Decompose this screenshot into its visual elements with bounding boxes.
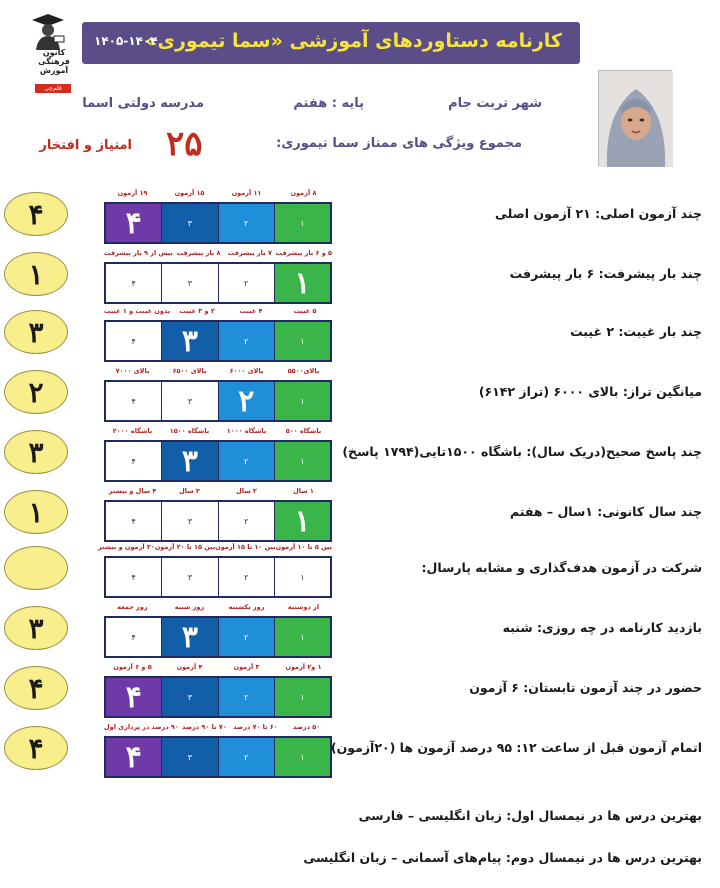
semester1-best: بهترین درس ها در نیمسال اول: زبان انگلیسی – فارسی <box>358 808 702 823</box>
row-score-circle <box>4 546 68 590</box>
level-cell: ۱ <box>274 678 330 716</box>
row-score-value: ۴ <box>28 732 44 765</box>
level-label: بالای۵۵۰۰ <box>287 367 320 375</box>
kanoon-logo <box>22 8 74 94</box>
level-label: ۲ و ۳ غیبت <box>179 307 215 315</box>
level-label: باشگاه ۱۵۰۰ <box>169 427 210 435</box>
level-label: ۵ غیبت <box>293 307 317 315</box>
row-score-circle <box>4 430 68 474</box>
level-cell: ۲ <box>218 738 274 776</box>
page-title: کارنامه دستاوردهای آموزشی «سما تیموری» <box>145 30 562 52</box>
level-label: ۹۰ درصد در پرداری اول <box>104 723 179 731</box>
level-cell: ۱ <box>274 558 330 596</box>
row-question: چند پاسخ صحیح(دریک سال): باشگاه ۱۵۰۰تایی(۱۷۹۴ پاسخ) <box>342 444 702 459</box>
level-label: بالای ۶۰۰۰ <box>229 367 264 375</box>
row-question: شرکت در آزمون هدف‌گذاری و مشابه پارسال: <box>421 560 702 575</box>
achievement-row <box>0 424 720 482</box>
level-labels <box>104 427 332 439</box>
level-labels <box>104 249 332 261</box>
level-label: باشگاه ۵۰۰ <box>285 427 322 435</box>
student-city: شهر تربت جام <box>448 96 542 111</box>
level-label: ۸ بار پیشرفت <box>176 249 221 257</box>
features-label: مجموع ویژگی های ممتاز سما تیموری: <box>276 136 522 151</box>
level-labels <box>104 603 332 615</box>
level-cell: ۴ <box>106 264 161 302</box>
level-label: بدون غیبت و ۱ غیبت <box>103 307 171 315</box>
level-label: ۵۰ درصد <box>292 723 321 731</box>
student-grade: پایه : هفتم <box>293 96 364 111</box>
level-grid <box>104 500 332 542</box>
level-labels <box>104 663 332 675</box>
level-cell: ۲ <box>218 502 274 540</box>
level-cell: ۳ <box>161 558 217 596</box>
row-score-circle <box>4 666 68 710</box>
student-school: مدرسه دولتی اسما <box>82 96 204 111</box>
level-grid <box>104 262 332 304</box>
level-label: ۱۹ آزمون <box>117 189 148 197</box>
student-photo <box>598 70 672 166</box>
logo-badge: قلم‌چی <box>35 84 71 93</box>
level-label: ۸ آزمون <box>290 189 317 197</box>
level-label: ۱ و۲ آزمون <box>285 663 322 671</box>
level-cell: ۲ <box>218 558 274 596</box>
level-cell: ۱ <box>274 502 330 540</box>
level-label: ۴ سال و بیشتر <box>108 487 157 495</box>
level-label: ۳ آزمون <box>233 663 260 671</box>
level-grid <box>104 736 332 778</box>
row-score-value: ۳ <box>28 612 44 645</box>
row-question: چند آزمون اصلی: ۲۱ آزمون اصلی <box>494 206 702 221</box>
level-cell: ۲ <box>218 382 274 420</box>
row-score-value: ۴ <box>28 198 44 231</box>
row-score-circle <box>4 490 68 534</box>
level-labels <box>104 307 332 319</box>
level-cell: ۳ <box>161 678 217 716</box>
level-cell: ۳ <box>161 322 217 360</box>
level-cell: ۲ <box>218 618 274 656</box>
level-cell: ۳ <box>161 382 217 420</box>
level-cell: ۳ <box>161 738 217 776</box>
level-cell: ۱ <box>274 382 330 420</box>
level-label: روز شنبه <box>174 603 205 611</box>
score-label: امتیاز و افتخار <box>39 138 132 153</box>
row-score-value: ۱ <box>28 496 44 529</box>
level-grid <box>104 556 332 598</box>
level-cell: ۴ <box>106 618 161 656</box>
row-question: میانگین تراز: بالای ۶۰۰۰ (تراز ۶۱۴۲) <box>478 384 702 399</box>
level-cell: ۲ <box>218 204 274 242</box>
level-label: روز یکشنبه <box>228 603 265 611</box>
level-grid <box>104 320 332 362</box>
level-label: ۴ آزمون <box>176 663 203 671</box>
logo-text: کانون فرهنگی آموزش <box>38 48 70 75</box>
level-label: روز جمعه <box>117 603 148 611</box>
row-score-circle <box>4 192 68 236</box>
achievement-row <box>0 720 720 778</box>
level-label: بیش از ۹ بار پیشرفت <box>103 249 173 257</box>
level-grid <box>104 676 332 718</box>
row-question: حضور در چند آزمون تابستان: ۶ آزمون <box>469 680 702 695</box>
row-score-circle <box>4 310 68 354</box>
graduate-icon <box>28 10 68 50</box>
level-cell: ۴ <box>106 204 161 242</box>
level-label: ۲ سال <box>236 487 257 495</box>
achievement-row <box>0 600 720 658</box>
row-score-value: ۲ <box>28 376 44 409</box>
level-cell: ۲ <box>218 322 274 360</box>
level-label: از دوشنبه <box>287 603 320 611</box>
level-grid <box>104 616 332 658</box>
row-score-value: ۳ <box>28 316 44 349</box>
level-cell: ۱ <box>274 738 330 776</box>
achievement-row <box>0 484 720 542</box>
level-label: بین ۱۰ تا ۱۵ آزمون <box>215 543 276 551</box>
level-cell: ۴ <box>106 322 161 360</box>
level-cell: ۲ <box>218 264 274 302</box>
level-label: ۵ و ۶ بار پیشرفت <box>275 249 332 257</box>
level-cell: ۱ <box>274 264 330 302</box>
row-score-circle <box>4 606 68 650</box>
level-cell: ۱ <box>274 204 330 242</box>
level-cell: ۱ <box>274 618 330 656</box>
level-cell: ۴ <box>106 442 161 480</box>
level-grid <box>104 440 332 482</box>
level-label: ۷ بار پیشرفت <box>227 249 272 257</box>
row-question: چند بار غیبت: ۲ غیبت <box>570 324 702 339</box>
student-photo-image <box>599 71 673 167</box>
row-score-circle <box>4 726 68 770</box>
level-label: ۶۰ تا ۷۰ درصد <box>233 723 278 731</box>
row-question: چند سال کانونی: ۱سال – هفتم <box>509 504 702 519</box>
level-label: باشگاه ۲۰۰۰ <box>112 427 153 435</box>
level-cell: ۲ <box>218 678 274 716</box>
row-question: اتمام آزمون قبل از ساعت ۱۲: ۹۵ درصد آزمون ها (۲۰آزمون) <box>330 740 702 755</box>
level-label: ۷۰ تا ۹۰ درصد <box>182 723 227 731</box>
achievement-row <box>0 540 720 598</box>
level-label: ۴ غیبت <box>239 307 263 315</box>
level-label: بین ۵ تا ۱۰ آزمون <box>275 543 332 551</box>
level-label: ۵ و ۶ آزمون <box>113 663 152 671</box>
level-cell: ۴ <box>106 738 161 776</box>
level-labels <box>97 543 332 555</box>
academic-year: ۱۴۰۵-۱۴۰۴ <box>94 34 158 48</box>
level-cell: ۳ <box>161 442 217 480</box>
level-label: ۱۵ آزمون <box>174 189 205 197</box>
level-cell: ۱ <box>274 442 330 480</box>
achievement-row <box>0 186 720 244</box>
level-label: ۳ سال <box>179 487 200 495</box>
total-score: ۲۵ <box>166 124 203 164</box>
achievement-row <box>0 660 720 718</box>
level-label: ۱ سال <box>293 487 314 495</box>
level-cell: ۳ <box>161 618 217 656</box>
level-label: بالای ۶۵۰۰ <box>172 367 207 375</box>
level-labels <box>104 189 332 201</box>
level-label: باشگاه ۱۰۰۰ <box>226 427 267 435</box>
level-cell: ۴ <box>106 502 161 540</box>
level-label: بالای ۷۰۰۰ <box>115 367 150 375</box>
row-score-circle <box>4 370 68 414</box>
level-cell: ۴ <box>106 678 161 716</box>
level-labels <box>104 487 332 499</box>
level-cell: ۴ <box>106 558 161 596</box>
row-question: بازدید کارنامه در چه روزی: شنبه <box>502 620 702 635</box>
title-bar <box>82 22 580 64</box>
level-labels <box>104 723 332 735</box>
level-cell: ۳ <box>161 264 217 302</box>
level-labels <box>104 367 332 379</box>
level-grid <box>104 380 332 422</box>
row-score-value: ۳ <box>28 436 44 469</box>
level-label: ۲۰ آزمون و بیشتر <box>97 543 155 551</box>
achievement-row <box>0 364 720 422</box>
level-grid <box>104 202 332 244</box>
row-score-value: ۴ <box>28 672 44 705</box>
achievement-row <box>0 304 720 362</box>
row-score-circle <box>4 252 68 296</box>
row-question: چند بار پیشرفت: ۶ بار پیشرفت <box>509 266 702 281</box>
level-cell: ۱ <box>274 322 330 360</box>
achievement-row <box>0 246 720 304</box>
semester2-best: بهترین درس ها در نیمسال دوم: پیام‌های آسمانی – زبان انگلیسی <box>303 850 702 865</box>
level-cell: ۲ <box>218 442 274 480</box>
level-cell: ۳ <box>161 502 217 540</box>
level-label: بین ۱۵ تا ۲۰ آزمون <box>154 543 216 551</box>
row-score-value: ۱ <box>28 258 44 291</box>
level-label: ۱۱ آزمون <box>231 189 262 197</box>
level-cell: ۴ <box>106 382 161 420</box>
level-cell: ۳ <box>161 204 217 242</box>
